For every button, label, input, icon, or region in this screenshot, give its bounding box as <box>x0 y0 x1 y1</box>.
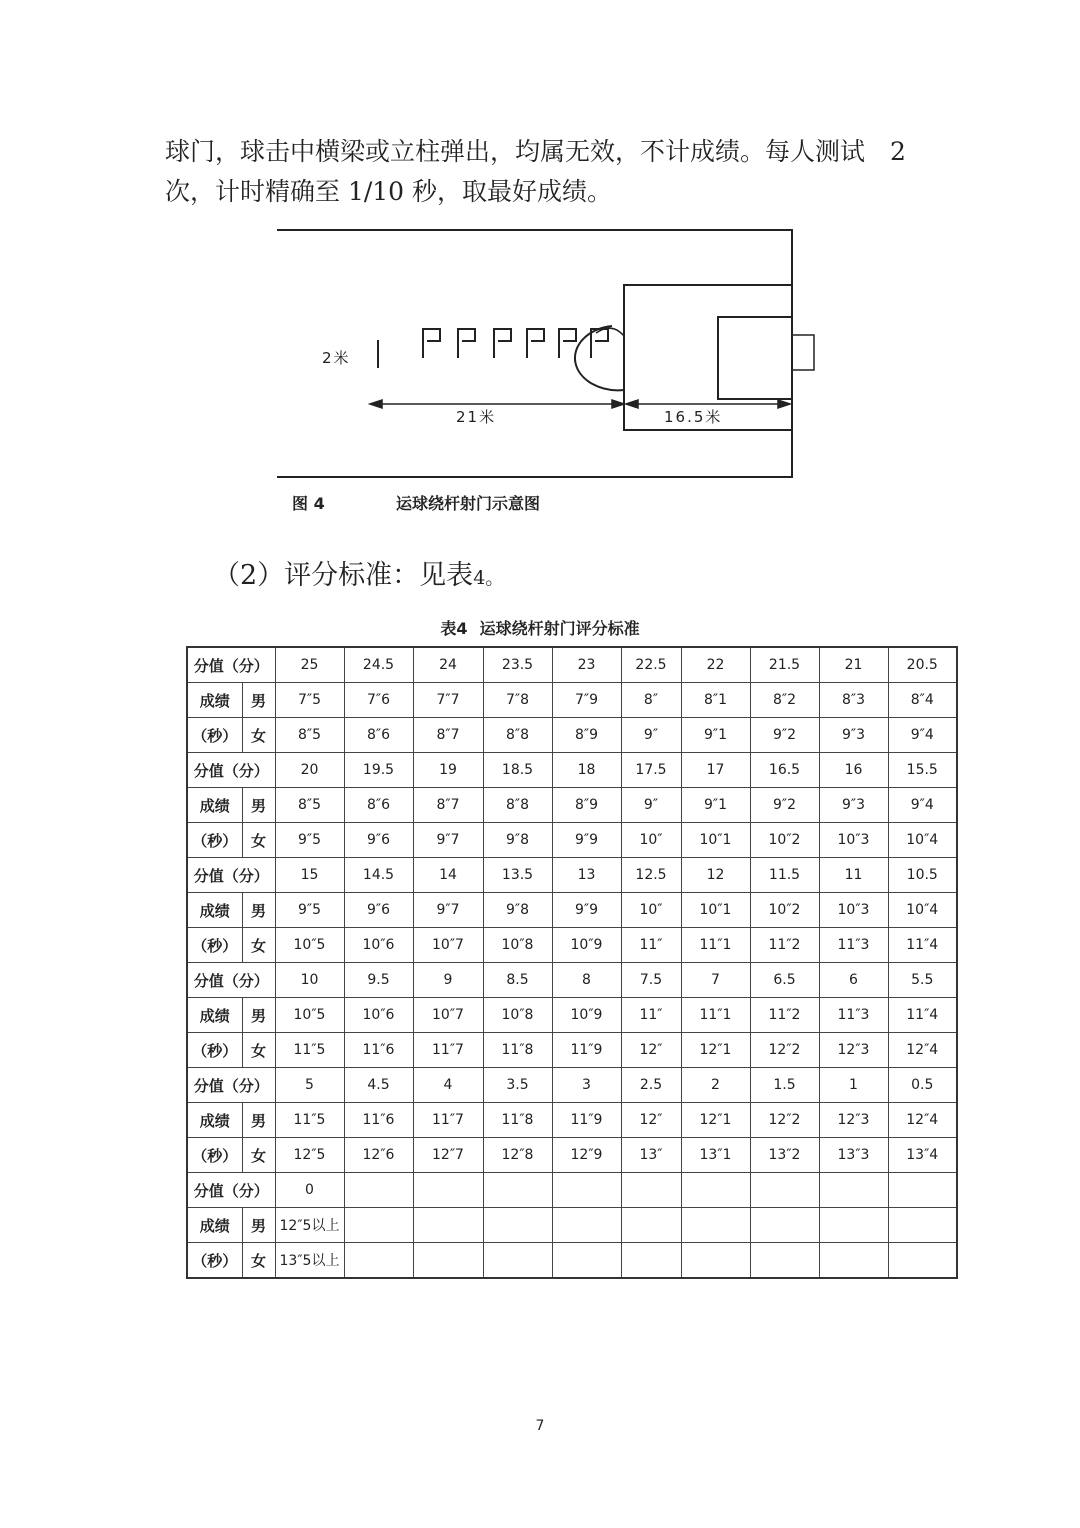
table-title-prefix: 表4 <box>440 619 468 638</box>
female-time-cell: 12″8 <box>483 1138 552 1173</box>
score-cell: 3.5 <box>483 1068 552 1103</box>
result-label-cell: 成绩 <box>187 683 242 718</box>
score-row <box>187 753 957 788</box>
male-time-cell: 9″2 <box>750 788 819 823</box>
score-cell: 19.5 <box>344 753 413 788</box>
female-result-row <box>187 1243 957 1279</box>
score-label-cell: 分值（分） <box>187 1068 275 1103</box>
score-row <box>187 963 957 998</box>
male-time-cell: 9″ <box>621 788 681 823</box>
score-cell: 8.5 <box>483 963 552 998</box>
unit-label-cell: （秒） <box>187 718 242 753</box>
figure-caption-number: 图 4 <box>292 494 325 513</box>
female-label-cell: 女 <box>242 823 275 858</box>
female-time-cell: 8″6 <box>344 718 413 753</box>
male-time-cell: 11″6 <box>344 1103 413 1138</box>
male-time-cell: 8″5 <box>275 788 344 823</box>
score-label-cell: 分值（分） <box>187 858 275 893</box>
score-cell: 11.5 <box>750 858 819 893</box>
female-time-cell: 11″4 <box>888 928 957 963</box>
male-time-cell: 10″5 <box>275 998 344 1033</box>
male-time-cell <box>888 1208 957 1243</box>
male-time-cell: 10″9 <box>552 998 621 1033</box>
body-paragraph: 球门，球击中横梁或立柱弹出，均属无效，不计成绩。每人测试 2 次，计时精确至 1/10 秒，取最好成绩。 <box>165 137 906 206</box>
male-time-cell: 11″1 <box>681 998 750 1033</box>
male-time-cell: 9″7 <box>413 893 483 928</box>
score-label-cell: 分值（分） <box>187 647 275 683</box>
female-time-cell: 13″1 <box>681 1138 750 1173</box>
unit-label-cell: （秒） <box>187 1033 242 1068</box>
score-cell: 1 <box>819 1068 888 1103</box>
score-cell: 0.5 <box>888 1068 957 1103</box>
female-time-cell: 13″2 <box>750 1138 819 1173</box>
female-time-cell: 9″4 <box>888 718 957 753</box>
female-time-cell: 13″5以上 <box>275 1243 344 1279</box>
female-time-cell: 12″2 <box>750 1033 819 1068</box>
score-row <box>187 858 957 893</box>
label-16-5m: 16.5米 <box>664 408 723 426</box>
score-row <box>187 1068 957 1103</box>
female-time-cell: 12″7 <box>413 1138 483 1173</box>
score-cell: 12 <box>681 858 750 893</box>
female-time-cell: 12″1 <box>681 1033 750 1068</box>
male-time-cell <box>681 1208 750 1243</box>
female-time-cell: 8″5 <box>275 718 344 753</box>
male-time-cell: 9″9 <box>552 893 621 928</box>
score-cell: 19 <box>413 753 483 788</box>
male-label-cell: 男 <box>242 1103 275 1138</box>
female-time-cell: 8″7 <box>413 718 483 753</box>
male-time-cell: 12″5以上 <box>275 1208 344 1243</box>
score-cell: 15.5 <box>888 753 957 788</box>
score-cell: 13.5 <box>483 858 552 893</box>
scoring-table-body <box>187 647 957 1278</box>
section-heading-text: （2）评分标准：见表 <box>213 560 474 591</box>
female-time-cell: 12″9 <box>552 1138 621 1173</box>
female-time-cell: 11″8 <box>483 1033 552 1068</box>
female-time-cell: 12″6 <box>344 1138 413 1173</box>
female-time-cell: 9″7 <box>413 823 483 858</box>
female-time-cell <box>621 1243 681 1279</box>
male-time-cell: 9″5 <box>275 893 344 928</box>
female-label-cell: 女 <box>242 1138 275 1173</box>
female-time-cell: 11″5 <box>275 1033 344 1068</box>
score-cell: 21 <box>819 647 888 683</box>
male-time-cell: 10″4 <box>888 893 957 928</box>
male-time-cell: 10″7 <box>413 998 483 1033</box>
male-time-cell: 11″4 <box>888 998 957 1033</box>
score-cell <box>888 1173 957 1208</box>
male-result-row <box>187 788 957 823</box>
female-time-cell <box>483 1243 552 1279</box>
male-time-cell: 7″6 <box>344 683 413 718</box>
female-time-cell: 9″ <box>621 718 681 753</box>
female-time-cell: 10″8 <box>483 928 552 963</box>
male-time-cell: 12″3 <box>819 1103 888 1138</box>
score-cell <box>344 1173 413 1208</box>
male-time-cell: 8″9 <box>552 788 621 823</box>
score-cell: 0 <box>275 1173 344 1208</box>
male-time-cell <box>819 1208 888 1243</box>
female-time-cell: 8″8 <box>483 718 552 753</box>
unit-label-cell: （秒） <box>187 1138 242 1173</box>
pole-flag <box>458 329 475 358</box>
male-result-row <box>187 998 957 1033</box>
female-result-row <box>187 1138 957 1173</box>
male-time-cell: 12″ <box>621 1103 681 1138</box>
male-label-cell: 男 <box>242 998 275 1033</box>
figure-dribble-diagram <box>0 0 1080 540</box>
male-time-cell <box>483 1208 552 1243</box>
table-title <box>0 616 1080 639</box>
male-time-cell: 10″2 <box>750 893 819 928</box>
table-title-text: 运球绕杆射门评分标准 <box>479 619 640 638</box>
score-cell: 7 <box>681 963 750 998</box>
score-cell <box>552 1173 621 1208</box>
score-cell: 10.5 <box>888 858 957 893</box>
male-time-cell: 7″8 <box>483 683 552 718</box>
male-time-cell: 8″7 <box>413 788 483 823</box>
score-cell <box>621 1173 681 1208</box>
male-time-cell <box>413 1208 483 1243</box>
scoring-table <box>186 646 958 1279</box>
male-time-cell: 11″ <box>621 998 681 1033</box>
female-label-cell: 女 <box>242 1033 275 1068</box>
female-time-cell: 11″2 <box>750 928 819 963</box>
pole-flag <box>527 329 544 358</box>
score-cell <box>483 1173 552 1208</box>
female-time-cell <box>552 1243 621 1279</box>
score-cell: 11 <box>819 858 888 893</box>
score-cell: 4.5 <box>344 1068 413 1103</box>
score-cell: 16 <box>819 753 888 788</box>
female-time-cell: 9″6 <box>344 823 413 858</box>
score-cell: 9 <box>413 963 483 998</box>
score-cell: 22 <box>681 647 750 683</box>
female-time-cell: 10″3 <box>819 823 888 858</box>
female-time-cell: 9″5 <box>275 823 344 858</box>
female-time-cell <box>344 1243 413 1279</box>
male-time-cell: 8″3 <box>819 683 888 718</box>
score-cell: 25 <box>275 647 344 683</box>
score-row <box>187 1173 957 1208</box>
female-time-cell: 11″1 <box>681 928 750 963</box>
score-cell: 6 <box>819 963 888 998</box>
female-time-cell: 9″9 <box>552 823 621 858</box>
score-row <box>187 647 957 683</box>
male-time-cell: 10″6 <box>344 998 413 1033</box>
male-time-cell: 9″8 <box>483 893 552 928</box>
score-cell: 22.5 <box>621 647 681 683</box>
field-boundary <box>277 230 792 477</box>
female-time-cell: 9″2 <box>750 718 819 753</box>
male-time-cell: 11″7 <box>413 1103 483 1138</box>
male-result-row <box>187 683 957 718</box>
female-time-cell <box>413 1243 483 1279</box>
score-cell: 20.5 <box>888 647 957 683</box>
score-cell: 7.5 <box>621 963 681 998</box>
score-cell: 4 <box>413 1068 483 1103</box>
result-label-cell: 成绩 <box>187 1103 242 1138</box>
male-result-row <box>187 1208 957 1243</box>
female-time-cell: 11″3 <box>819 928 888 963</box>
male-time-cell: 11″9 <box>552 1103 621 1138</box>
score-cell: 15 <box>275 858 344 893</box>
score-cell: 14.5 <box>344 858 413 893</box>
female-time-cell: 12″3 <box>819 1033 888 1068</box>
penalty-arc <box>575 326 624 390</box>
male-time-cell: 9″4 <box>888 788 957 823</box>
score-label-cell: 分值（分） <box>187 1173 275 1208</box>
score-cell <box>819 1173 888 1208</box>
female-time-cell: 12″5 <box>275 1138 344 1173</box>
male-time-cell: 7″7 <box>413 683 483 718</box>
score-cell: 17.5 <box>621 753 681 788</box>
score-cell: 5.5 <box>888 963 957 998</box>
score-cell: 24.5 <box>344 647 413 683</box>
female-result-row <box>187 1033 957 1068</box>
female-time-cell: 13″ <box>621 1138 681 1173</box>
male-time-cell: 11″5 <box>275 1103 344 1138</box>
female-time-cell <box>819 1243 888 1279</box>
female-time-cell: 13″3 <box>819 1138 888 1173</box>
male-label-cell: 男 <box>242 788 275 823</box>
female-result-row <box>187 823 957 858</box>
result-label-cell: 成绩 <box>187 998 242 1033</box>
score-cell: 9.5 <box>344 963 413 998</box>
male-time-cell: 10″8 <box>483 998 552 1033</box>
score-cell: 20 <box>275 753 344 788</box>
male-label-cell: 男 <box>242 683 275 718</box>
male-time-cell: 7″9 <box>552 683 621 718</box>
female-time-cell <box>888 1243 957 1279</box>
female-time-cell: 9″1 <box>681 718 750 753</box>
female-time-cell: 11″6 <box>344 1033 413 1068</box>
pole-flag <box>591 329 608 358</box>
field-diagram-svg <box>0 0 1080 540</box>
score-cell: 3 <box>552 1068 621 1103</box>
goal-area <box>718 317 792 399</box>
female-time-cell: 10″9 <box>552 928 621 963</box>
result-label-cell: 成绩 <box>187 1208 242 1243</box>
male-time-cell: 8″1 <box>681 683 750 718</box>
score-cell: 10 <box>275 963 344 998</box>
label-21m: 21米 <box>456 408 497 426</box>
result-label-cell: 成绩 <box>187 788 242 823</box>
female-time-cell: 10″4 <box>888 823 957 858</box>
score-cell: 17 <box>681 753 750 788</box>
result-label-cell: 成绩 <box>187 893 242 928</box>
male-time-cell: 11″3 <box>819 998 888 1033</box>
score-cell: 6.5 <box>750 963 819 998</box>
male-time-cell: 11″8 <box>483 1103 552 1138</box>
male-time-cell: 12″1 <box>681 1103 750 1138</box>
male-time-cell: 8″8 <box>483 788 552 823</box>
dimension-21m <box>370 400 624 408</box>
score-label-cell: 分值（分） <box>187 963 275 998</box>
female-time-cell: 8″9 <box>552 718 621 753</box>
female-label-cell: 女 <box>242 928 275 963</box>
female-time-cell: 13″4 <box>888 1138 957 1173</box>
male-time-cell <box>621 1208 681 1243</box>
section-heading-number: 4。 <box>473 567 505 589</box>
unit-label-cell: （秒） <box>187 928 242 963</box>
female-time-cell: 10″2 <box>750 823 819 858</box>
male-time-cell: 10″ <box>621 893 681 928</box>
male-label-cell: 男 <box>242 893 275 928</box>
female-time-cell: 11″9 <box>552 1033 621 1068</box>
male-time-cell: 10″1 <box>681 893 750 928</box>
score-cell: 18.5 <box>483 753 552 788</box>
score-cell: 23 <box>552 647 621 683</box>
score-cell: 21.5 <box>750 647 819 683</box>
goal-net <box>792 335 814 370</box>
score-cell: 23.5 <box>483 647 552 683</box>
female-time-cell: 9″8 <box>483 823 552 858</box>
score-cell <box>681 1173 750 1208</box>
male-time-cell: 9″6 <box>344 893 413 928</box>
male-time-cell <box>750 1208 819 1243</box>
male-time-cell <box>552 1208 621 1243</box>
male-time-cell: 10″3 <box>819 893 888 928</box>
unit-label-cell: （秒） <box>187 1243 242 1279</box>
female-label-cell: 女 <box>242 718 275 753</box>
male-time-cell: 8″6 <box>344 788 413 823</box>
female-time-cell: 10″ <box>621 823 681 858</box>
male-time-cell: 9″3 <box>819 788 888 823</box>
male-time-cell: 12″2 <box>750 1103 819 1138</box>
score-cell: 12.5 <box>621 858 681 893</box>
female-time-cell: 10″6 <box>344 928 413 963</box>
score-cell: 14 <box>413 858 483 893</box>
score-cell: 8 <box>552 963 621 998</box>
score-cell: 18 <box>552 753 621 788</box>
male-time-cell: 12″4 <box>888 1103 957 1138</box>
score-cell: 2 <box>681 1068 750 1103</box>
female-time-cell: 10″7 <box>413 928 483 963</box>
female-time-cell: 12″4 <box>888 1033 957 1068</box>
score-cell: 1.5 <box>750 1068 819 1103</box>
score-cell: 16.5 <box>750 753 819 788</box>
female-result-row <box>187 718 957 753</box>
male-time-cell <box>344 1208 413 1243</box>
male-result-row <box>187 893 957 928</box>
male-time-cell: 11″2 <box>750 998 819 1033</box>
female-time-cell: 12″ <box>621 1033 681 1068</box>
male-label-cell: 男 <box>242 1208 275 1243</box>
female-label-cell: 女 <box>242 1243 275 1279</box>
pole-flag <box>559 329 576 358</box>
female-time-cell <box>681 1243 750 1279</box>
page-number: 7 <box>535 1418 545 1434</box>
score-cell <box>750 1173 819 1208</box>
female-time-cell <box>750 1243 819 1279</box>
score-cell <box>413 1173 483 1208</box>
pole-flag <box>494 329 511 358</box>
male-time-cell: 7″5 <box>275 683 344 718</box>
score-cell: 24 <box>413 647 483 683</box>
figure-caption-text: 运球绕杆射门示意图 <box>396 494 541 513</box>
male-time-cell: 8″2 <box>750 683 819 718</box>
score-cell: 13 <box>552 858 621 893</box>
female-time-cell: 9″3 <box>819 718 888 753</box>
female-result-row <box>187 928 957 963</box>
female-time-cell: 10″5 <box>275 928 344 963</box>
label-2m: 2米 <box>322 349 351 367</box>
female-time-cell: 10″1 <box>681 823 750 858</box>
pole-flag <box>423 329 440 358</box>
male-time-cell: 8″4 <box>888 683 957 718</box>
female-time-cell: 11″ <box>621 928 681 963</box>
section-heading <box>213 553 504 592</box>
male-time-cell: 9″1 <box>681 788 750 823</box>
score-cell: 5 <box>275 1068 344 1103</box>
score-cell: 2.5 <box>621 1068 681 1103</box>
score-label-cell: 分值（分） <box>187 753 275 788</box>
unit-label-cell: （秒） <box>187 823 242 858</box>
female-time-cell: 11″7 <box>413 1033 483 1068</box>
male-result-row <box>187 1103 957 1138</box>
male-time-cell: 8″ <box>621 683 681 718</box>
